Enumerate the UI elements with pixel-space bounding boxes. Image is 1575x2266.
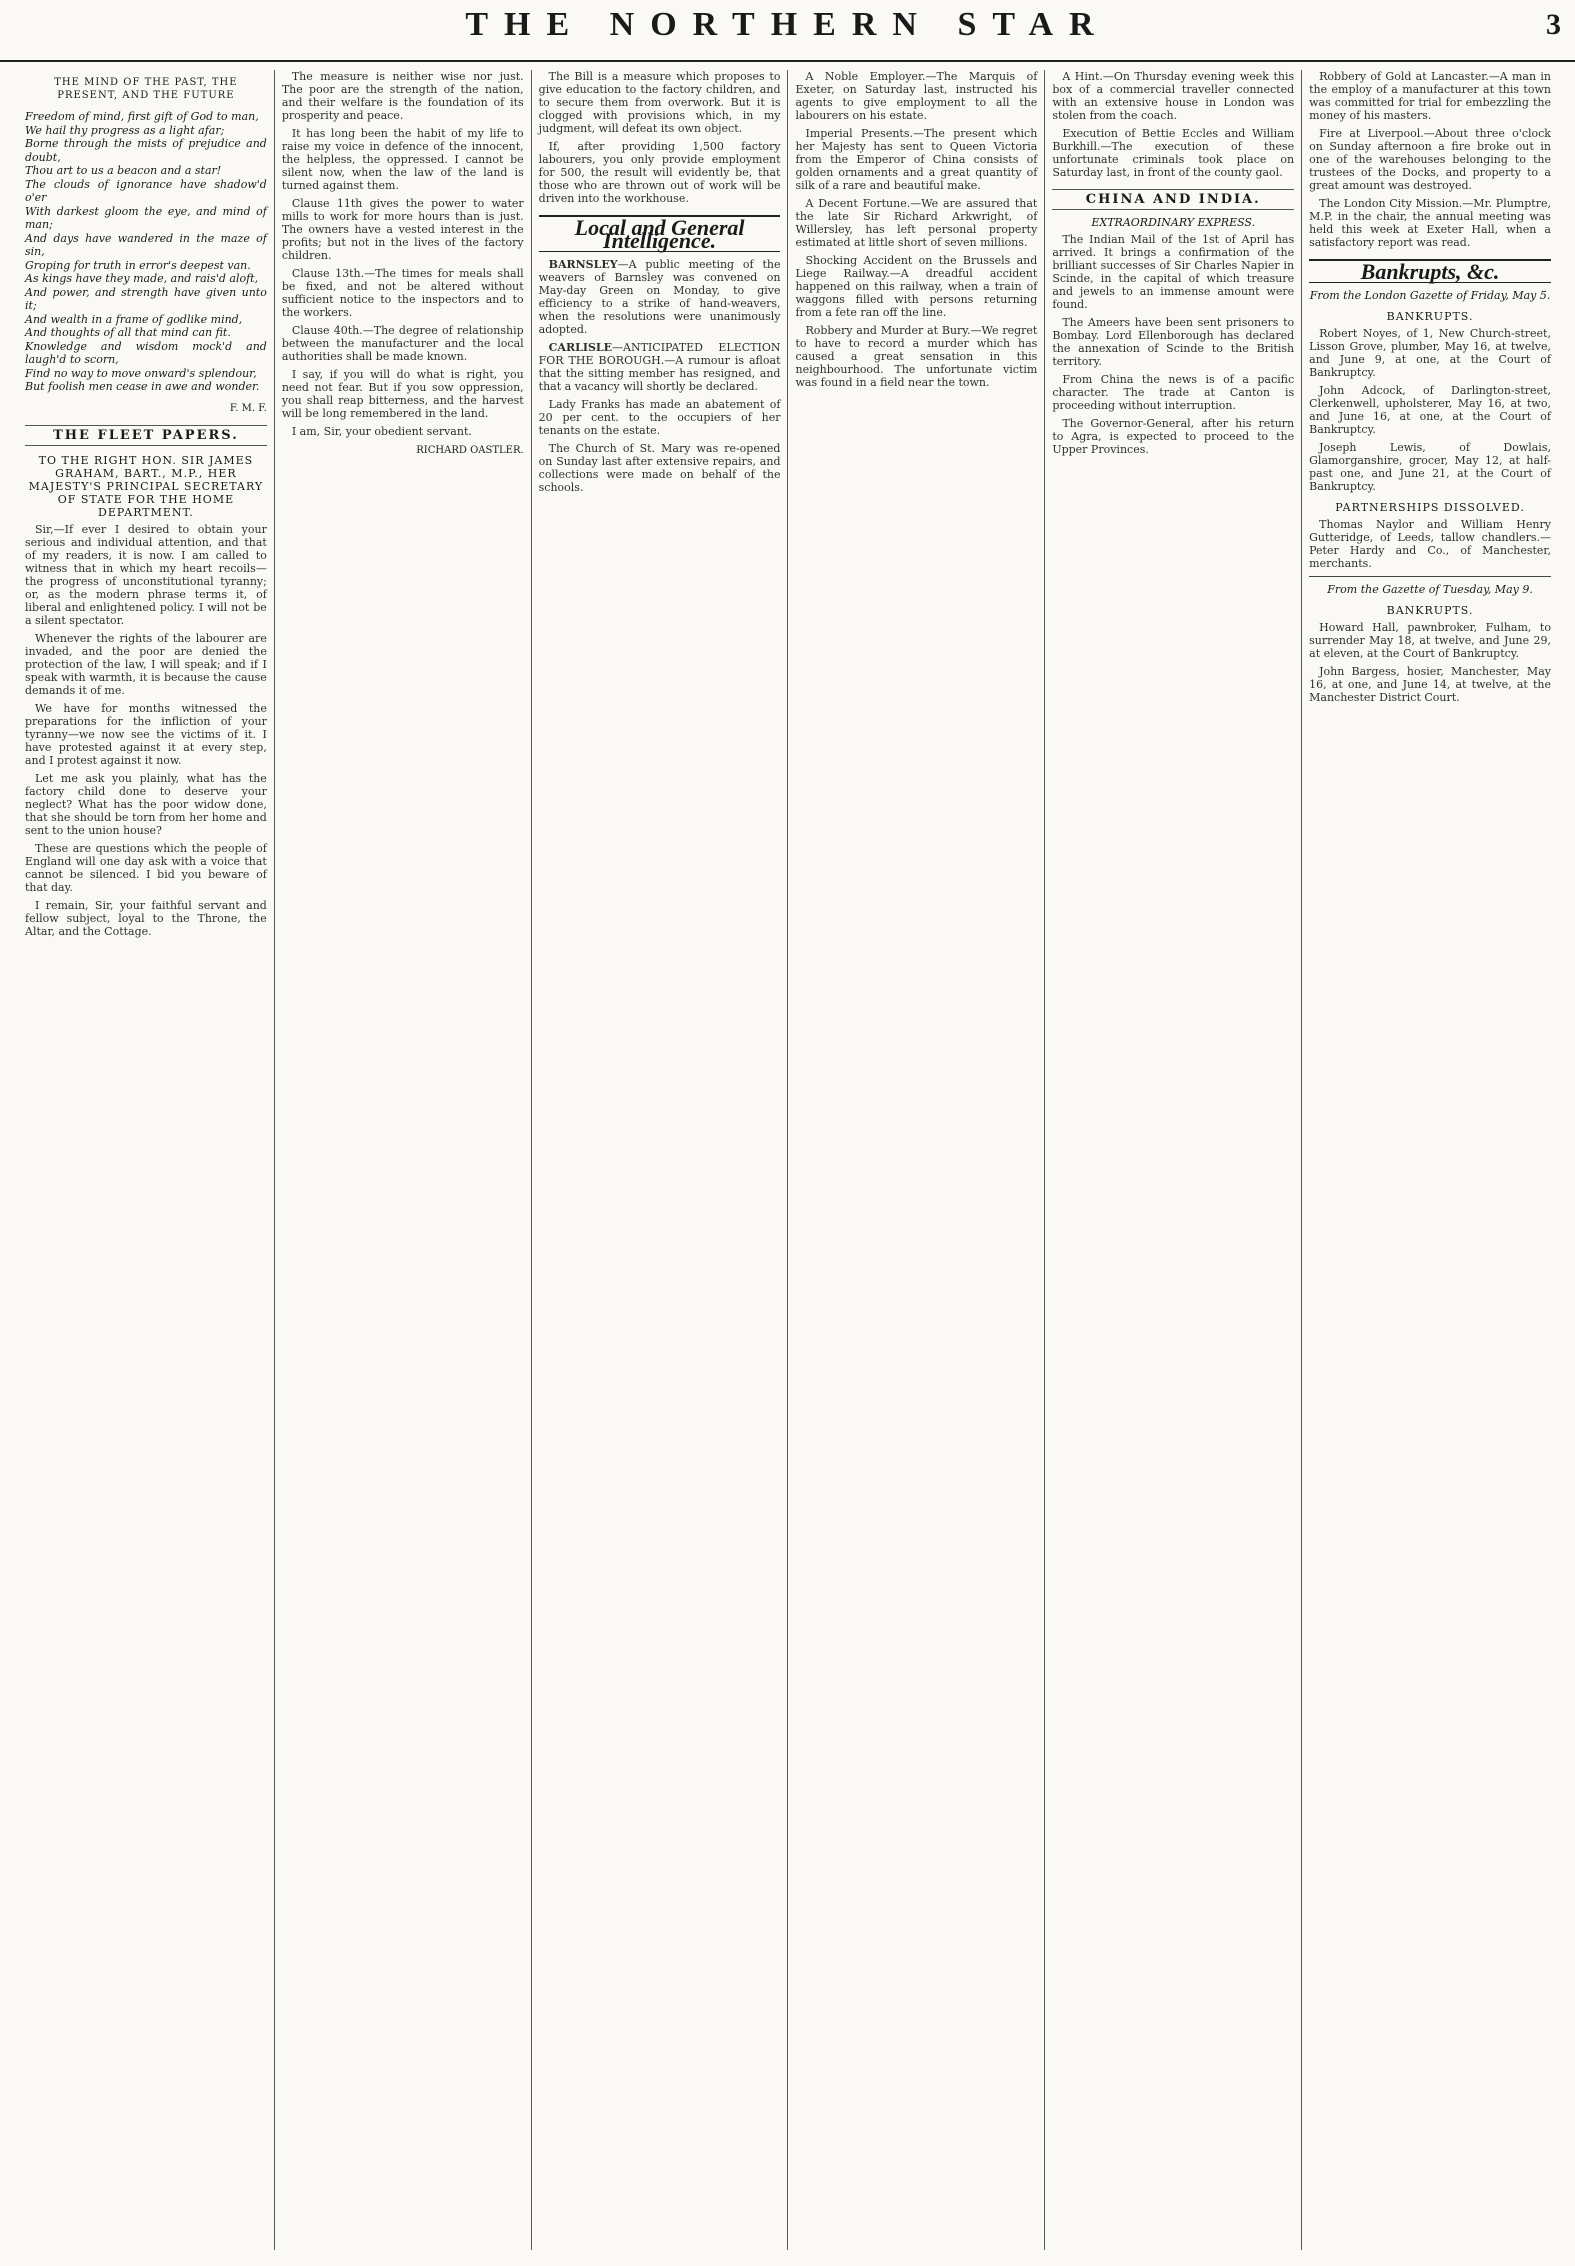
bankrupts-label-1: BANKRUPTS. <box>1386 310 1474 323</box>
barnsley-head: BARNSLEY <box>548 258 618 271</box>
poem-signoff: F. M. F. <box>229 402 267 414</box>
partnerships-heading: PARTNERSHIPS DISSOLVED. <box>1335 501 1525 514</box>
gazette-friday-heading: From the London Gazette of Friday, May 5. <box>1309 289 1551 302</box>
poem-line: Knowledge and wisdom mock'd and laugh'd to scorn, <box>25 339 267 366</box>
column-2 <box>275 70 532 2250</box>
page-number: 3 <box>1546 8 1561 41</box>
bankrupts-heading: Bankrupts, &c. <box>1309 259 1551 283</box>
poem-line: The clouds of ignorance have shadow'd o'er <box>25 177 267 204</box>
poem-line: Groping for truth in error's deepest van. <box>25 258 251 272</box>
china-india-text: The Indian Mail of the 1st of April has arrived. It brings a confirmation of the brilliant successes of Sir Charles Napier in Scinde, in the capital of which treasure and jewels to an immense amount were found. The Ameers have been sent prisoners to Bombay. Lord Ellenborough has declared the annexation of Scinde to the British territory. From China the news is of a pacific character. The trade at Canton is proceeding without interruption. The Governor-General, after his return to Agra, is expected to proceed to the Upper Provinces. <box>1052 233 1295 456</box>
china-india-subtitle: EXTRAORDINARY EXPRESS. <box>1091 216 1256 229</box>
poem-line: Borne through the mists of prejudice and doubt, <box>25 137 267 164</box>
newspaper-title: THE NORTHERN STAR <box>465 6 1110 43</box>
letter-heading: TO THE RIGHT HON. SIR JAMES GRAHAM, BART., M.P., HER MAJESTY'S PRINCIPAL SECRETARY OF STATE FOR THE HOME DEPARTMENT. <box>28 453 264 519</box>
column-4 <box>788 70 1045 2250</box>
column-3-text: The Bill is a measure which proposes to give education to the factory children, and to secure them from overwork. But it is clogged with provisions which, in my judgment, will defeat its own object. If, after providing 1,500 factory labourers, you only provide employment for 500, the result will evidently be, that those who are thrown out of work will be driven into the workhouse. <box>538 70 781 205</box>
poem-line: But foolish men cease in awe and wonder. <box>25 380 260 393</box>
column-container <box>18 70 1558 2250</box>
local-intelligence-heading: Local and General Intelligence. <box>539 215 781 252</box>
column-4-text: A Noble Employer.—The Marquis of Exeter, on Saturday last, instructed his agents to give employment to all the labourers on his estate. Imperial Presents.—The present which her Majesty has sent to Queen Victoria from the Emperor of China consists of golden ornaments and a great quantity of silk of a rare and beautiful make. A Decent Fortune.—We are assured that the late Sir Richard Arkwright, of Willersley, has left personal property estimated at little short of seven millions. Shocking Accident on the Brussels and Liege Railway.—A dreadful accident happened on this railway, when a train of waggons filled with persons returning from a fete ran off the line. Robbery and Murder at Bury.—We regret to have to record a murder which has caused a great sensation in this neighbourhood. The unfortunate victim was found in a field near the town. <box>795 70 1038 389</box>
column-2-text: The measure is neither wise nor just. The poor are the strength of the nation, and their welfare is the foundation of its prosperity and peace. It has long been the habit of my life to raise my voice in defence of the innocent, the helpless, the oppressed. I cannot be silent now, when the law of the land is turned against them. Clause 11th gives the power to water mills to work for more hours than is just. The owners have a vested interest in the profits; but not in the lives of the factory children. Clause 13th.—The times for meals shall be fixed, and not be altered without sufficient notice to the inspectors and to the workers. Clause 40th.—The degree of relationship between the manufacturer and the local authorities shall be made known. I say, if you will do what is right, you need not fear. But if you sow oppression, you shall reap bitterness, and the harvest will be long remembered in the land. I am, Sir, your obedient servant. <box>281 70 524 438</box>
china-india-heading: CHINA AND INDIA. <box>1052 189 1294 210</box>
bankrupts-label-2: BANKRUPTS. <box>1386 604 1474 617</box>
gazette-tuesday-heading: From the Gazette of Tuesday, May 9. <box>1327 583 1533 596</box>
partnerships-list: Thomas Naylor and William Henry Gutteridge, of Leeds, tallow chandlers.—Peter Hardy and Co., of Manchester, merchants. <box>1309 518 1551 570</box>
poem-line: And wealth in a frame of godlike mind, <box>25 312 243 326</box>
column-5-text: A Hint.—On Thursday evening week this box of a commercial traveller connected with an extensive house in London was stolen from the coach. Execution of Bettie Eccles and William Burkhill.—The execution of these unfortunate criminals took place on Saturday last, in front of the county gaol. <box>1052 70 1295 179</box>
carlisle-head: CARLISLE <box>548 341 613 354</box>
column-2-signoff: RICHARD OASTLER. <box>416 445 524 456</box>
masthead <box>0 0 1575 62</box>
divider <box>1309 576 1551 577</box>
carlisle-subhead: ANTICIPATED ELECTION FOR THE BOROUGH <box>538 341 781 367</box>
poem-line: With darkest gloom the eye, and mind of man; <box>25 204 267 231</box>
poem-line: And power, and strength have given unto it; <box>25 285 267 312</box>
poem-line: Freedom of mind, first gift of God to man, <box>25 110 259 123</box>
column-6 <box>1302 70 1558 2250</box>
bankrupts-list-2: Howard Hall, pawnbroker, Fulham, to surrender May 18, at twelve, and June 29, at eleven, at the Court of Bankruptcy. John Bargess, hosier, Manchester, May 16, at one, and June 14, at twelve, at the Manchester District Court. <box>1309 621 1551 704</box>
local-news: BARNSLEY—A public meeting of the weavers of Barnsley was convened on May-day Green on Monday, to give efficiency to a strike of hand-weavers, when the resolutions were unanimously adopted. CARLISLE—ANTICIPATED ELECTION FOR THE BOROUGH.—A rumour is afloat that the sitting member has resigned, and that a vacancy will shortly be declared. Lady Franks has made an abatement of 20 per cent. to the occupiers of her tenants on the estate. The Church of St. Mary was re-opened on Sunday last after extensive repairs, and collections were made on behalf of the schools. <box>538 258 781 494</box>
poem-line: As kings have they made, and rais'd aloft, <box>25 272 259 285</box>
poem-line: We hail thy progress as a light afar; <box>25 123 225 137</box>
bankrupts-list-1: Robert Noyes, of 1, New Church-street, Lisson Grove, plumber, May 16, at twelve, and June 9, at one, at the Court of Bankruptcy. John Adcock, of Darlington-street, Clerkenwell, upholsterer, May 16, at two, and June 16, at one, at the Court of Bankruptcy. Joseph Lewis, of Dowlais, Glamorganshire, grocer, May 12, at half-past one, and June 21, at the Court of Bankruptcy. <box>1309 327 1551 493</box>
poem-line: And thoughts of all that mind can fit. <box>25 326 231 339</box>
poem-line: And days have wandered in the maze of sin, <box>25 231 267 258</box>
poem-line: Find no way to move onward's splendour, <box>25 366 257 380</box>
column-3 <box>532 70 789 2250</box>
column-6-top-text: Robbery of Gold at Lancaster.—A man in the employ of a manufacturer at this town was committed for trial for embezzling the money of his masters. Fire at Liverpool.—About three o'clock on Sunday afternoon a fire broke out in one of the warehouses belonging to the trustees of the Docks, and property to a great amount was destroyed. The London City Mission.—Mr. Plumptre, M.P. in the chair, the annual meeting was held this week at Exeter Hall, when a satisfactory report was read. <box>1309 70 1551 249</box>
column-1-text: Sir,—If ever I desired to obtain your serious and individual attention, and that of my readers, it is now. I am called to witness that in which my heart recoils—the progress of unconstitutional tyranny; or, as the modern phrase terms it, of liberal and enlightened policy. I will not be a silent spectator. Whenever the rights of the labourer are invaded, and the poor are denied the protection of the law, I will speak; and if I speak with warmth, it is because the cause demands it of me. We have for months witnessed the preparations for the infliction of your tyranny—we now see the victims of it. I have protested against it at every step, and I protest against it now. Let me ask you plainly, what has the factory child done to deserve your neglect? What has the poor widow done, that she should be torn from her home and sent to the union house? These are questions which the people of England will one day ask with a voice that cannot be silenced. I bid you beware of that day. I remain, Sir, your faithful servant and fellow subject, loyal to the Throne, the Altar, and the Cottage. <box>25 522 267 938</box>
poem-line: Thou art to us a beacon and a star! <box>25 164 222 177</box>
poem-title: THE MIND OF THE PAST, THE PRESENT, AND THE FUTURE <box>54 77 238 101</box>
column-1 <box>18 70 275 2250</box>
column-5 <box>1045 70 1302 2250</box>
fleet-papers-heading: THE FLEET PAPERS. <box>25 425 267 446</box>
poem-body <box>25 110 267 394</box>
